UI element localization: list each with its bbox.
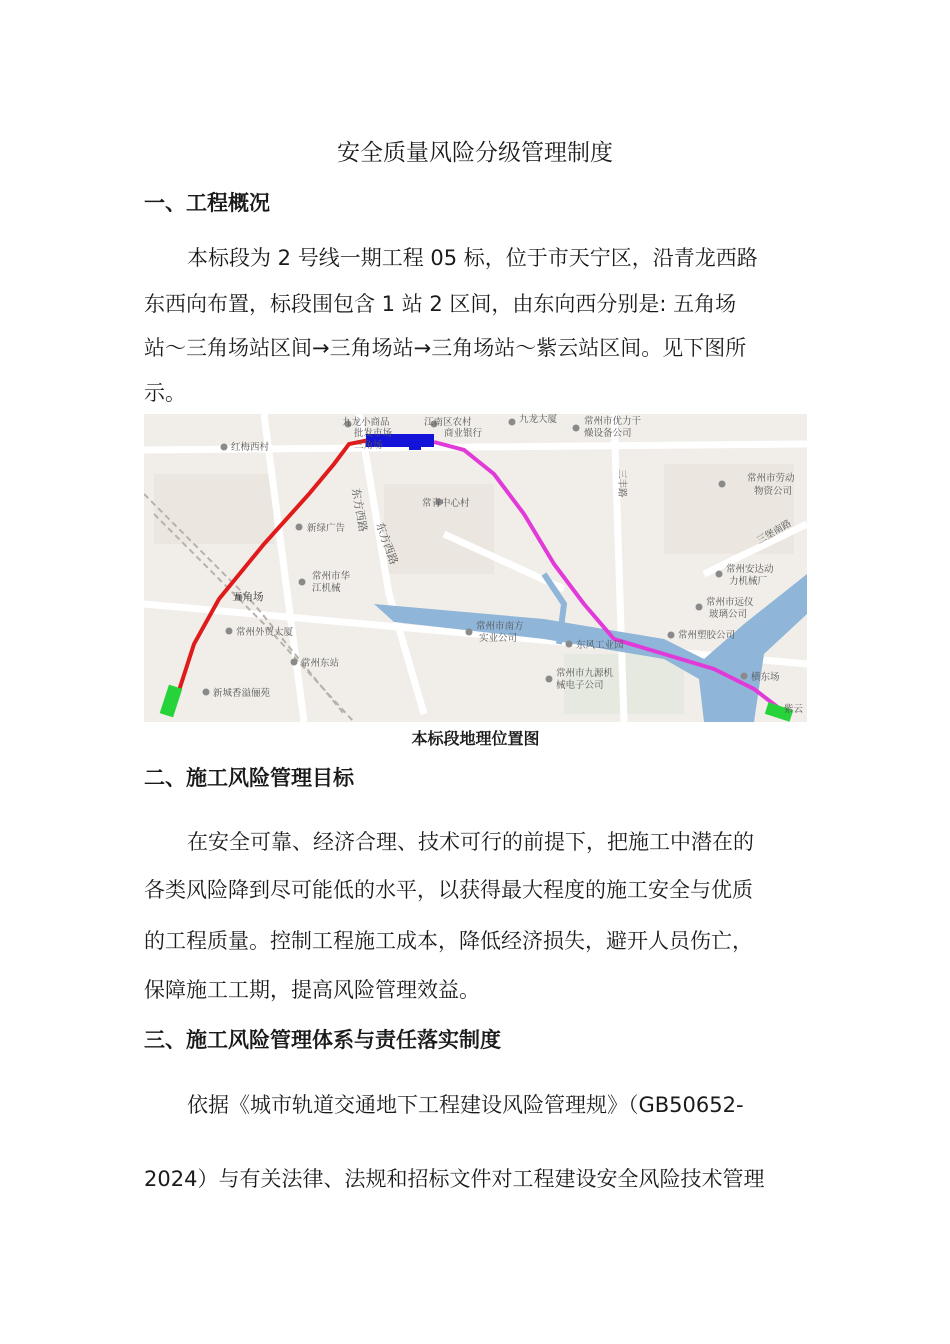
map-label: 九龙小商品 [342, 417, 390, 428]
location-map [144, 414, 807, 722]
map-label: 江南区农村 [424, 417, 472, 428]
paragraph-line: 各类风险降到尽可能低的水平，以获得最大程度的施工安全与优质 [144, 878, 753, 902]
map-label: 新绿广告 [307, 523, 346, 534]
map-label: 常州市优力干 [584, 416, 642, 427]
map-label: 横东场 [751, 672, 780, 683]
map-label: 三堡南路 [755, 518, 794, 547]
map-label: 五角场 [232, 591, 264, 603]
map-label: 常州市九源机 [556, 668, 614, 679]
paragraph-line: 的工程质量。控制工程施工成本，降低经济损失，避开人员伤亡， [144, 929, 753, 953]
map-graphic [144, 414, 807, 722]
map-label: 紫云 [784, 704, 804, 715]
map-label: 常州市南方 [476, 621, 524, 632]
map-label: 燥设备公司 [584, 428, 632, 439]
map-label: 商业银行 [444, 428, 483, 439]
map-label: 常州外贸大厦 [236, 627, 294, 638]
map-label: 物资公司 [754, 486, 793, 497]
map-label: 常州塑胶公司 [678, 630, 736, 641]
section-heading-risk-target: 二、施工风险管理目标 [144, 766, 354, 790]
map-caption: 本标段地理位置图 [411, 729, 540, 748]
page-title: 安全质量风险分级管理制度 [337, 140, 613, 166]
map-label: 九龙大厦 [519, 414, 558, 425]
map-label: 常州市劳动 [747, 473, 795, 484]
paragraph-line: 依据《城市轨道交通地下工程建设风险管理规》（GB50652- [187, 1093, 744, 1117]
map-label: 力机械厂 [729, 576, 768, 587]
map-label: 新城香溢俪苑 [213, 688, 271, 699]
paragraph-line: 东西向布置，标段围包含 1 站 2 区间，由东向西分别是: 五角场 [144, 292, 737, 316]
map-label: 常州市华 [312, 571, 351, 582]
map-label: 东风工业园 [576, 640, 624, 651]
paragraph-line: 本标段为 2 号线一期工程 05 标，位于市天宁区，沿青龙西路 [187, 246, 758, 270]
map-label: 常州市远仪 [706, 597, 754, 608]
paragraph-line: 示。 [144, 381, 186, 405]
paragraph-line: 在安全可靠、经济合理、技术可行的前提下，把施工中潜在的 [187, 830, 754, 854]
map-label: 玻璃公司 [709, 609, 748, 620]
paragraph-line: 站～三角场站区间→三角场站→三角场站～紫云站区间。见下图所 [144, 336, 747, 360]
map-label: 常州东站 [301, 658, 340, 669]
map-label: 东方西路 [349, 487, 370, 533]
map-label: 东方西路 [373, 520, 401, 567]
paragraph-line: 保障施工工期，提高风险管理效益。 [144, 978, 480, 1002]
section-heading-risk-system: 三、施工风险管理体系与责任落实制度 [144, 1028, 501, 1052]
map-label: 械电子公司 [556, 680, 604, 691]
map-label: 三丰路 [616, 469, 627, 498]
map-label: 实业公司 [479, 633, 518, 644]
map-label: 常青中心村 [422, 498, 470, 509]
section-heading-overview: 一、工程概况 [144, 191, 270, 215]
map-label: 红梅西村 [231, 442, 270, 453]
map-label: 三角场 [354, 440, 383, 451]
paragraph-line: 2024）与有关法律、法规和招标文件对工程建设安全风险技术管理 [144, 1167, 765, 1191]
map-label: 江机械 [312, 583, 341, 594]
map-label: 常州安达动 [726, 564, 774, 575]
map-label: 批发市场 [354, 428, 393, 439]
